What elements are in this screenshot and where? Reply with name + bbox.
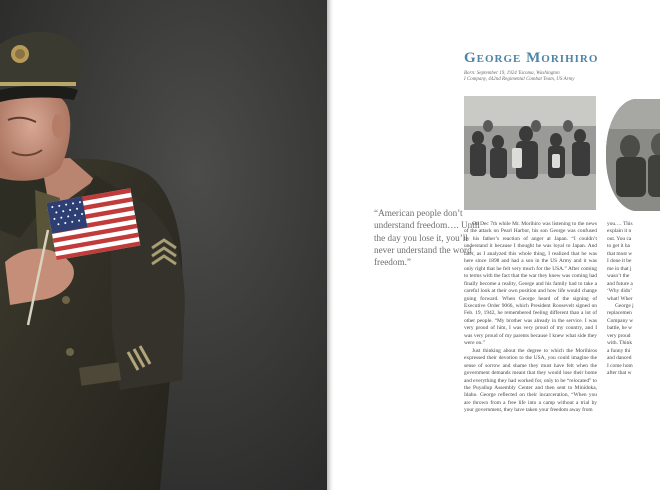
text-line: George j (615, 302, 634, 309)
text-line: after that w (607, 370, 632, 377)
soldiers-portrait-photo (606, 99, 660, 211)
text-line: you.… This (607, 221, 633, 227)
text-line: and future a (607, 280, 633, 287)
text-line: to get it ba (607, 243, 630, 250)
text-line: a funny thi (607, 347, 631, 354)
paragraph: Just thinking about the degree to which the Morihiros expressed their devotion to the USA, you could imagine the sense of sorrow and shame they must have felt when the government demands meant that they would lose their home and everything they had worked for, only to be “relocated” to the Puyallup Assembly Center and then sent to Minidoka, Idaho. George reflected on their incarceration, “When you are thrown from a free life into a camp without a trial by your government, they have taken your freedom away from (464, 347, 597, 414)
page-title: George Morihiro (464, 50, 599, 66)
text-line: battle, he w (607, 325, 632, 332)
pull-quote: “American people don’t understand freedom…. Until the day you lose it, you’ll never understand the word freedom.” (374, 208, 480, 268)
story-column-1 (464, 221, 597, 471)
text-page (334, 0, 660, 490)
birth-info: Born: September 19, 1924 Tacoma, Washington (464, 71, 560, 76)
text-line: explain it n (607, 228, 632, 235)
portrait-page (0, 0, 327, 490)
text-line: wasn’t the (607, 273, 630, 280)
text-line: Company w (607, 317, 634, 324)
book-gutter (327, 0, 334, 490)
text-line: ‘Why didn’ (607, 288, 633, 295)
text-line: I done it be (607, 258, 632, 265)
unit-info: I Company, 442nd Regimental Combat Team, US Army (464, 77, 575, 82)
text-line: out. You ca (607, 235, 632, 242)
text-line: what! Wher (607, 295, 633, 302)
text-line: that most w (607, 250, 633, 257)
paragraph: On Dec 7th while Mr. Morihiro was listening to the news of the attack on Pearl Harbor, his son George was confused by his father’s reaction of anger at Japan. “I couldn’t understand it because I thought he was loyal to Japan. And later, as I analyzed this whole thing, I realized that he was here since 1898 and had a son in the US Army and it was only right that he felt very much for the USA.” After coming to terms with the fact that the war they knew was coming had finally become a reality, George and his family had to take a careful look at their own position and how life would change going forward. When George heard of the signing of Executive Order 9066, which President Roosevelt signed on Feb. 19, 1942, he remembered feeling different than a lot of other people. “My brother was already in the service. I was very proud of him, I was very proud of my country, and I was very proud of my parents because I knew what side they were on.” (464, 221, 597, 347)
text-line: and danced (607, 355, 632, 362)
veteran-portrait-photo (0, 0, 327, 490)
text-line: very proud (607, 332, 631, 339)
text-line: with. Think (607, 340, 633, 347)
text-line: me in that j (607, 265, 632, 272)
text-line: replacemen (607, 310, 632, 317)
text-line: I come hom (607, 362, 633, 369)
historical-group-photo (464, 96, 596, 210)
story-column-2 (607, 221, 660, 381)
